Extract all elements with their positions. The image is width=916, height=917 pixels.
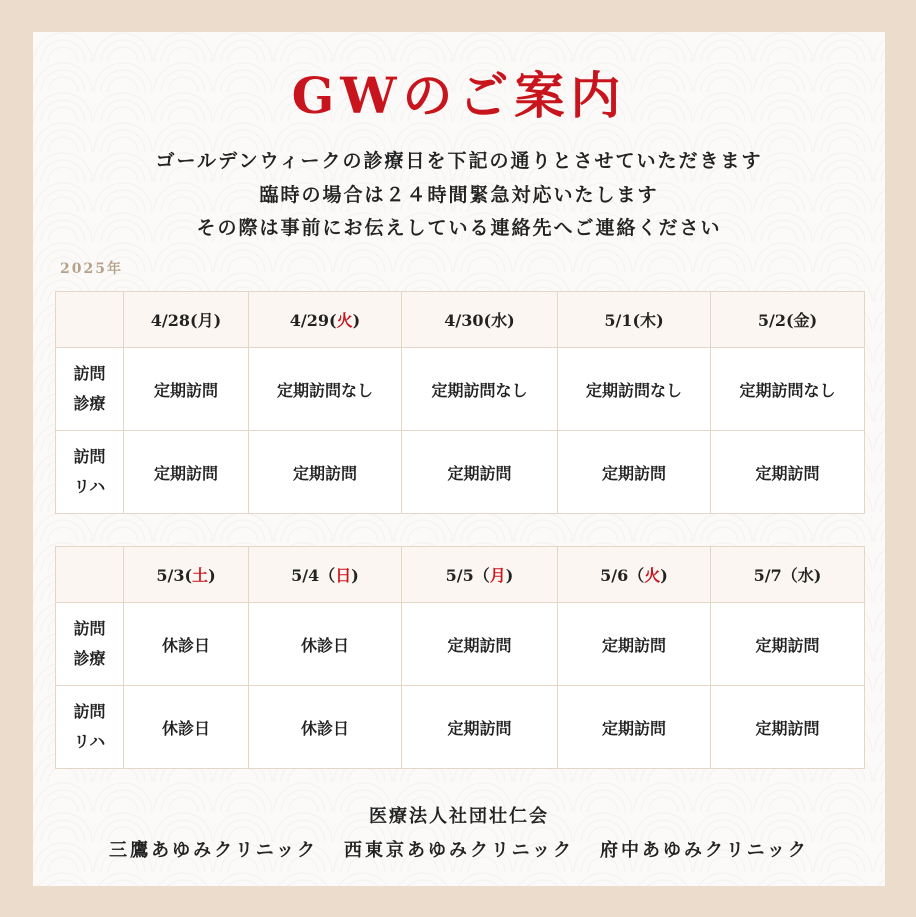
schedule-cell: 定期訪問: [124, 348, 249, 431]
schedule-cell: 定期訪問: [402, 686, 558, 769]
date-close: ): [352, 311, 361, 330]
date-close: ): [656, 311, 664, 330]
table-row: [56, 603, 865, 686]
table-row: [56, 686, 865, 769]
schedule-cell: 休診日: [124, 686, 249, 769]
schedule-cell: 定期訪問: [124, 431, 249, 514]
row-label: [56, 686, 124, 769]
date-dow: 金: [793, 311, 810, 330]
date-dow: 土: [192, 566, 209, 585]
date-num: 5/7（: [753, 566, 798, 585]
date-close: ): [809, 311, 818, 330]
table-row: [56, 431, 865, 514]
header-row: [56, 292, 865, 348]
date-num: 5/3(: [156, 566, 193, 585]
schedule-table-week2: [55, 546, 865, 769]
schedule-cell: 休診日: [249, 686, 402, 769]
row-label-line1: 訪問: [73, 364, 106, 383]
intro-line-3: その際は事前にお伝えしている連絡先へご連絡ください: [196, 217, 722, 239]
row-label-line1: 訪問: [73, 702, 106, 721]
clinic-list: [33, 836, 885, 862]
date-close: ): [213, 311, 222, 330]
row-label: [56, 603, 124, 686]
date-cell: [402, 547, 558, 603]
schedule-cell: 定期訪問: [558, 686, 711, 769]
schedule-cell: 休診日: [124, 603, 249, 686]
date-close: ): [507, 311, 515, 330]
date-dow: 火: [336, 311, 353, 330]
corner-cell: [56, 292, 124, 348]
clinic-name: 三鷹あゆみクリニック: [109, 840, 319, 861]
schedule-cell: 定期訪問なし: [402, 348, 558, 431]
schedule-cell: 定期訪問なし: [249, 348, 402, 431]
schedule-cell: 定期訪問: [558, 603, 711, 686]
date-close: ): [208, 566, 216, 585]
date-dow: 木: [640, 311, 657, 330]
date-num: 5/5（: [445, 566, 490, 585]
date-dow: 火: [644, 566, 661, 585]
schedule-table-week1: [55, 291, 865, 514]
date-cell: [711, 292, 865, 348]
date-num: 5/1(: [604, 311, 641, 330]
date-num: 5/2(: [757, 311, 794, 330]
header-row: [56, 547, 865, 603]
schedule-cell: 定期訪問: [711, 431, 865, 514]
date-cell: [249, 547, 402, 603]
schedule-cell: 定期訪問: [558, 431, 711, 514]
date-cell: [402, 292, 558, 348]
date-dow: 月: [489, 566, 506, 585]
row-label: [56, 431, 124, 514]
schedule-cell: 定期訪問: [711, 686, 865, 769]
date-dow: 水: [797, 566, 814, 585]
row-label: [56, 348, 124, 431]
date-close: ): [660, 566, 668, 585]
date-cell: [558, 292, 711, 348]
date-num: 4/28(: [150, 311, 198, 330]
date-close: ): [351, 566, 359, 585]
date-cell: [711, 547, 865, 603]
date-cell: [124, 547, 249, 603]
date-cell: [124, 292, 249, 348]
schedule-cell: 定期訪問: [711, 603, 865, 686]
date-num: 5/6（: [600, 566, 645, 585]
date-num: 4/30(: [444, 311, 492, 330]
row-label-line2: 診療: [73, 394, 106, 413]
schedule-cell: 休診日: [249, 603, 402, 686]
schedule-cell: 定期訪問: [402, 431, 558, 514]
date-dow: 月: [197, 311, 214, 330]
intro-line-2: 臨時の場合は２４時間緊急対応いたします: [259, 184, 659, 206]
date-dow: 水: [491, 311, 508, 330]
date-cell: [558, 547, 711, 603]
row-label-line1: 訪問: [73, 619, 106, 638]
table-row: [56, 348, 865, 431]
date-dow: 日: [335, 566, 352, 585]
row-label-line1: 訪問: [73, 447, 106, 466]
schedule-cell: 定期訪問: [249, 431, 402, 514]
date-num: 5/4（: [291, 566, 336, 585]
row-label-line2: 診療: [73, 649, 106, 668]
date-cell: [249, 292, 402, 348]
organization-name: 医療法人社団壮仁会: [369, 806, 549, 827]
page-title: GWのご案内: [291, 66, 627, 125]
intro-line-1: ゴールデンウィークの診療日を下記の通りとさせていただきます: [155, 150, 763, 172]
date-close: ): [505, 566, 514, 585]
year-label: 2025年: [60, 261, 123, 277]
corner-cell: [56, 547, 124, 603]
notice-card: [33, 32, 885, 886]
date-close: ): [813, 566, 822, 585]
clinic-name: 西東京あゆみクリニック: [344, 840, 574, 861]
schedule-cell: 定期訪問なし: [558, 348, 711, 431]
row-label-line2: リハ: [73, 732, 106, 751]
schedule-cell: 定期訪問なし: [711, 348, 865, 431]
date-num: 4/29(: [289, 311, 337, 330]
row-label-line2: リハ: [73, 477, 106, 496]
schedule-cell: 定期訪問: [402, 603, 558, 686]
clinic-name: 府中あゆみクリニック: [599, 840, 809, 861]
